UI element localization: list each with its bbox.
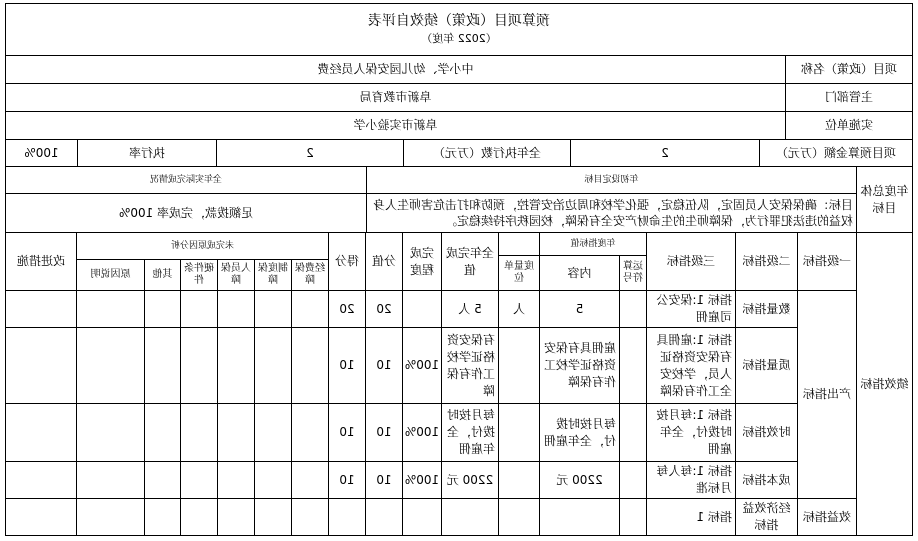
row1-score: 10 — [328, 327, 366, 404]
row3-explain-cell — [76, 461, 145, 499]
goal-target-text: 目标：确保保安人员固定，队伍稳定，强化学校和周边治安管控，预防和打击危害师生人身权益的违法犯罪行为，保障师生的生命财产安全有保障，校园秩序持续稳定。 — [366, 193, 857, 233]
row0-points: 20 — [365, 290, 403, 328]
unit-value: 阜新市实验小学 — [5, 111, 786, 140]
row1-points: 10 — [365, 327, 403, 404]
row4-score — [328, 498, 366, 536]
row3-score: 10 — [328, 461, 366, 499]
hdr-explain: 原因说明 — [76, 259, 145, 291]
row4-funds-cell — [291, 498, 329, 536]
row3-improve-cell — [5, 461, 77, 499]
row2-actual: 每月按时拨付，全年雇佣 — [441, 403, 499, 462]
row4-personnel-cell — [217, 498, 255, 536]
row2-system-cell — [254, 403, 292, 462]
row4-unit — [498, 498, 540, 536]
row1-l2: 质量指标 — [735, 327, 798, 404]
hdr-unit: 度量单位 — [498, 255, 540, 291]
hdr-system: 制度保障 — [254, 259, 292, 291]
row1-unit — [498, 327, 540, 404]
hdr-operator: 运算符号 — [619, 255, 647, 291]
title-block — [5, 3, 913, 56]
row0-funds-cell — [291, 290, 329, 328]
row3-points: 10 — [365, 461, 403, 499]
row0-l2: 数量指标 — [735, 290, 798, 328]
row4-operator — [619, 498, 647, 536]
output-label: 产出指标 — [797, 290, 857, 499]
row3-content: 2200 元 — [539, 461, 620, 499]
row2-points: 10 — [365, 403, 403, 462]
goal-actual-text: 足额拨款，完成率 100% — [5, 193, 367, 233]
row3-operator — [619, 461, 647, 499]
row2-content: 每月按时拨付，全年雇佣 — [539, 403, 620, 462]
row3-system-cell — [254, 461, 292, 499]
row3-completion: 100% — [402, 461, 442, 499]
row1-actual: 有保安资格证学校工作有保障 — [441, 327, 499, 404]
row1-hardware-cell — [180, 327, 218, 404]
row1-completion: 100% — [402, 327, 442, 404]
row0-improve-cell — [5, 290, 77, 328]
row0-hardware-cell — [180, 290, 218, 328]
row0-l3: 指标 1:保安公司雇佣 — [646, 290, 736, 328]
row4-other-cell — [144, 498, 181, 536]
row4-hardware-cell — [180, 498, 218, 536]
hdr-personnel: 人员保障 — [217, 259, 255, 291]
budget-value: 2 — [570, 139, 760, 167]
goal-target-header: 年初设定目标 — [366, 166, 857, 194]
row0-explain-cell — [76, 290, 145, 328]
row0-score: 20 — [328, 290, 366, 328]
row3-l3: 指标 1:每人每月标准 — [646, 461, 736, 499]
row3-l2: 成本指标 — [735, 461, 798, 499]
exec-label: 全年执行数（万元） — [403, 139, 571, 167]
row3-hardware-cell — [180, 461, 218, 499]
row0-unit: 人 — [498, 290, 540, 328]
sheet-year: （2022 年度） — [421, 31, 497, 45]
dept-value: 阜新市教育局 — [5, 83, 786, 112]
row4-points — [365, 498, 403, 536]
row4-l2: 经济效益指标 — [735, 498, 798, 536]
row0-actual: 5 人 — [441, 290, 499, 328]
hdr-completion: 完成程度 — [402, 232, 442, 291]
row0-system-cell — [254, 290, 292, 328]
hdr-level2: 二级指标 — [735, 232, 798, 291]
row1-other-cell — [144, 327, 181, 404]
row2-score: 10 — [328, 403, 366, 462]
row2-operator — [619, 403, 647, 462]
row4-content — [539, 498, 620, 536]
budget-label: 项目预算金额（万元） — [759, 139, 913, 167]
hdr-reason-group: 未完成原因分析 — [76, 232, 329, 260]
hdr-points: 分值 — [365, 232, 403, 291]
row2-personnel-cell — [217, 403, 255, 462]
hdr-level3: 三级指标 — [646, 232, 736, 291]
hdr-plan-group: 年度指标值 — [539, 232, 647, 256]
hdr-score: 得分 — [328, 232, 366, 291]
row2-unit — [498, 403, 540, 462]
hdr-improve: 改进措施 — [5, 232, 77, 291]
row1-improve-cell — [5, 327, 77, 404]
goal-actual-header: 全年实际完成情况 — [5, 166, 367, 194]
hdr-content: 内容 — [539, 255, 620, 291]
row3-actual: 2200 元 — [441, 461, 499, 499]
row2-hardware-cell — [180, 403, 218, 462]
row2-l2: 时效指标 — [735, 403, 798, 462]
row1-system-cell — [254, 327, 292, 404]
perf-label: 绩效指标 — [856, 232, 913, 536]
row1-explain-cell — [76, 327, 145, 404]
project-name-value: 中小学、幼儿园安保人员经费 — [5, 55, 786, 84]
row2-other-cell — [144, 403, 181, 462]
hdr-level1: 一级指标 — [797, 232, 857, 291]
goal-section-label: 年度总体目标 — [856, 166, 913, 233]
row4-improve-cell — [5, 498, 77, 536]
dept-label: 主管部门 — [785, 83, 913, 112]
hdr-other: 其他 — [144, 259, 181, 291]
row4-system-cell — [254, 498, 292, 536]
row0-other-cell — [144, 290, 181, 328]
row4-completion — [402, 498, 442, 536]
row4-explain-cell — [76, 498, 145, 536]
row1-operator — [619, 327, 647, 404]
unit-label: 实施单位 — [785, 111, 913, 140]
row2-improve-cell — [5, 403, 77, 462]
row1-content: 雇佣具有保安资格证学校工作有保障 — [539, 327, 620, 404]
row1-personnel-cell — [217, 327, 255, 404]
hdr-actual-value: 全年完成值 — [441, 232, 499, 291]
row2-funds-cell — [291, 403, 329, 462]
row0-operator — [619, 290, 647, 328]
row4-actual — [441, 498, 499, 536]
row3-other-cell — [144, 461, 181, 499]
row0-personnel-cell — [217, 290, 255, 328]
row0-content: 5 — [539, 290, 620, 328]
project-name-label: 项目（政策）名称 — [785, 55, 913, 84]
row3-unit — [498, 461, 540, 499]
rate-label: 执行率 — [77, 139, 217, 167]
row3-funds-cell — [291, 461, 329, 499]
row2-explain-cell — [76, 403, 145, 462]
row3-personnel-cell — [217, 461, 255, 499]
benefit-label: 效益指标 — [797, 498, 857, 536]
hdr-hardware: 硬件条件 — [180, 259, 218, 291]
row0-completion — [402, 290, 442, 328]
row2-completion: 100% — [402, 403, 442, 462]
row1-funds-cell — [291, 327, 329, 404]
exec-value: 2 — [216, 139, 404, 167]
row2-l3: 指标 1:每月按时拨付，全年雇佣 — [646, 403, 736, 462]
row4-l3: 指标 1 — [646, 498, 736, 536]
hdr-funds: 经费保障 — [291, 259, 329, 291]
row1-l3: 指标 1:雇佣具有保安资格证人员，学校安全工作有保障 — [646, 327, 736, 404]
rate-value: 100% — [5, 139, 78, 167]
sheet-title: 预算项目（政策）绩效自评表 — [368, 12, 550, 29]
